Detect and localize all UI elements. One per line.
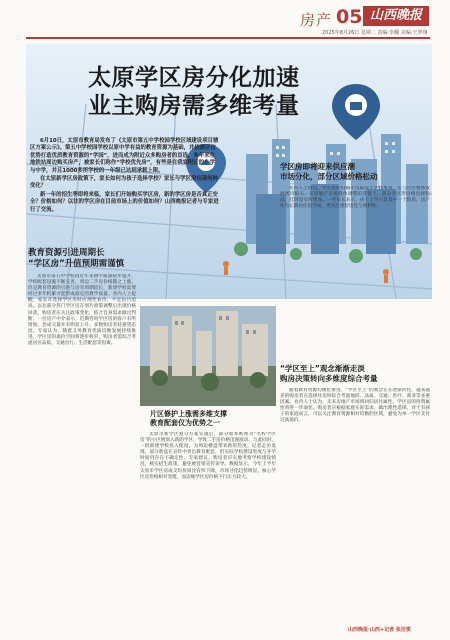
paper-logo: 山西晚报 <box>363 6 429 26</box>
photo-caption-heading <box>150 410 227 428</box>
building-photo <box>140 306 276 406</box>
headline-line-2: 业主购房需多维考量 <box>88 93 300 119</box>
intro-paragraph-1: 6月10日，太原市教育局发布了《太原市第五中学校园学校区域建设项目辖区方案公示》。第五中学校园学校以原中学有益的教育资源为基础，并依据区位优势打造优质教育资源的“学园”，进而成为附近众多购房者的首选。多年来在地铁站周边购买房产，被家长们称作“学校优先房”，有些是在我家附近的小学与中学，并且1000多所学校的一年级已达到承载上限。 <box>30 138 219 174</box>
subheading-3-line-1: “学区至上”观念渐渐走淡 <box>280 364 365 373</box>
column-1-text: 太原市第五中学校园近年来教学质量稳步提升，学校配套设施不断完善，周边二手房价格随之上涨，但是教育资源的引进与培育周期较长，新建学校需要经过多年积累才能形成稳定的教学质量。业内人士提醒，家长在选择学区房时应理性看待，不宜盲目追高。以往部分热门学区房在划片政策调整后出现价格回落，购房者应关注政策变化，结合自身需求做出判断。一位房产中介表示，近期咨询学区房的客户有所增加，但成交量并未明显上升，多数购房者持观望态度。专家认为，随着义务教育优质均衡发展持续推进，学区房的溢价空间将逐步收窄，购房者需综合考虑居住品质、交通出行、生活配套等因素。 <box>28 274 136 347</box>
subheading-1 <box>28 248 124 270</box>
subheading-3-line-2: 购房决策转向多维度综合考量 <box>280 374 378 383</box>
subheading-1-line-2: “学区房”升值预期需谨慎 <box>28 259 125 269</box>
intro-paragraphs <box>30 138 220 215</box>
intro-paragraph-2: 在太原新学区房政策下，家长如何为孩子选择学校？家长与学区房出现何种变化？ <box>30 176 218 190</box>
headline-line-1: 太原学区房分化加速 <box>88 65 300 91</box>
masthead-rule <box>26 37 430 39</box>
column-2-text: 太原市新学区划分方案实施后，部分原本被视为“名校学区房”的小区被划入新的学区，导致二手房价格出现波动。与此同时，一批新建学校投入使用，为周边楼盘带来新的热度。记者走访发现，部分新盘在宣传中突出教育配套，但实际学校建设进度与开学时间仍存在不确定性。专家建议，购房者应实地考察学校建设情况，核实招生政策，避免被营销宣传误导。数据显示，今年上半年太原市学区房成交均价同比有所下降，市场分化趋势明显，核心学区房价格相对坚挺，而边缘学区房价格下行压力较大。 <box>140 432 276 480</box>
dateline: 2025年8月26日 星期二 责编:李翻 美编:王翠翔 <box>322 30 428 36</box>
photo-caption-line-2: 教育配套仅为优势之一 <box>150 419 220 427</box>
article-column-2 <box>140 432 276 630</box>
subheading-2-line-2: 市场分化，部分区域价格松动 <box>280 172 378 181</box>
article-column-1 <box>28 274 136 630</box>
masthead <box>0 0 450 40</box>
subheading-2 <box>280 162 378 182</box>
byline: 山西晚报·山西+记者 张洁雯 <box>348 627 411 633</box>
article-column-right-lower <box>280 388 430 618</box>
photo-caption-line-1: 片区修护上涨需多维支撑 <box>150 410 227 418</box>
article-column-right-upper <box>280 186 430 358</box>
column-right-lower-text: 随着教育资源均衡化推进，“学区至上”的观念正在逐渐淡化。越来越多的购房者在选择住房时综合考量地段、品质、交通、医疗、商业等多重因素。业内人士认为，未来房地产市场将回归居住属性，学区房的投资属性将进一步弱化。购房者应根据家庭实际需求，做出理性选择。对于有孩子的家庭而言，可以关注教育资源相对均衡的区域，避免为单一学区支付过高溢价。 <box>280 388 430 424</box>
intro-paragraph-3: 新一年的招生季即将来临，家长们开始购买学区房，新的学区房是否真正安全？价格如何？以往的学区房在目前市场上的价值如何？山西晚报记者与专家进行了交流。 <box>30 191 219 213</box>
subheading-3 <box>280 364 378 384</box>
subheading-1-line-1: 教育资源引进周期长 <box>28 248 105 258</box>
section-title: 房产 <box>300 11 333 29</box>
page-number: 05 <box>336 6 363 28</box>
subheading-2-line-1: 学区房即将迎来供应潮 <box>280 162 355 171</box>
news-photo <box>140 306 276 406</box>
headline <box>88 64 300 120</box>
column-right-upper-text: 业内人士指出，学区房的价值不仅取决于学校本身，还与片区整体发展密切相关。在房地产市场整体调整的背景下，部分学区房价格出现松动，挂牌量有所增加。一些家长表示，孩子上学只是其中一个阶段，房产作为长期居住的空间，更应注重舒适性与便利性。 <box>280 186 430 210</box>
